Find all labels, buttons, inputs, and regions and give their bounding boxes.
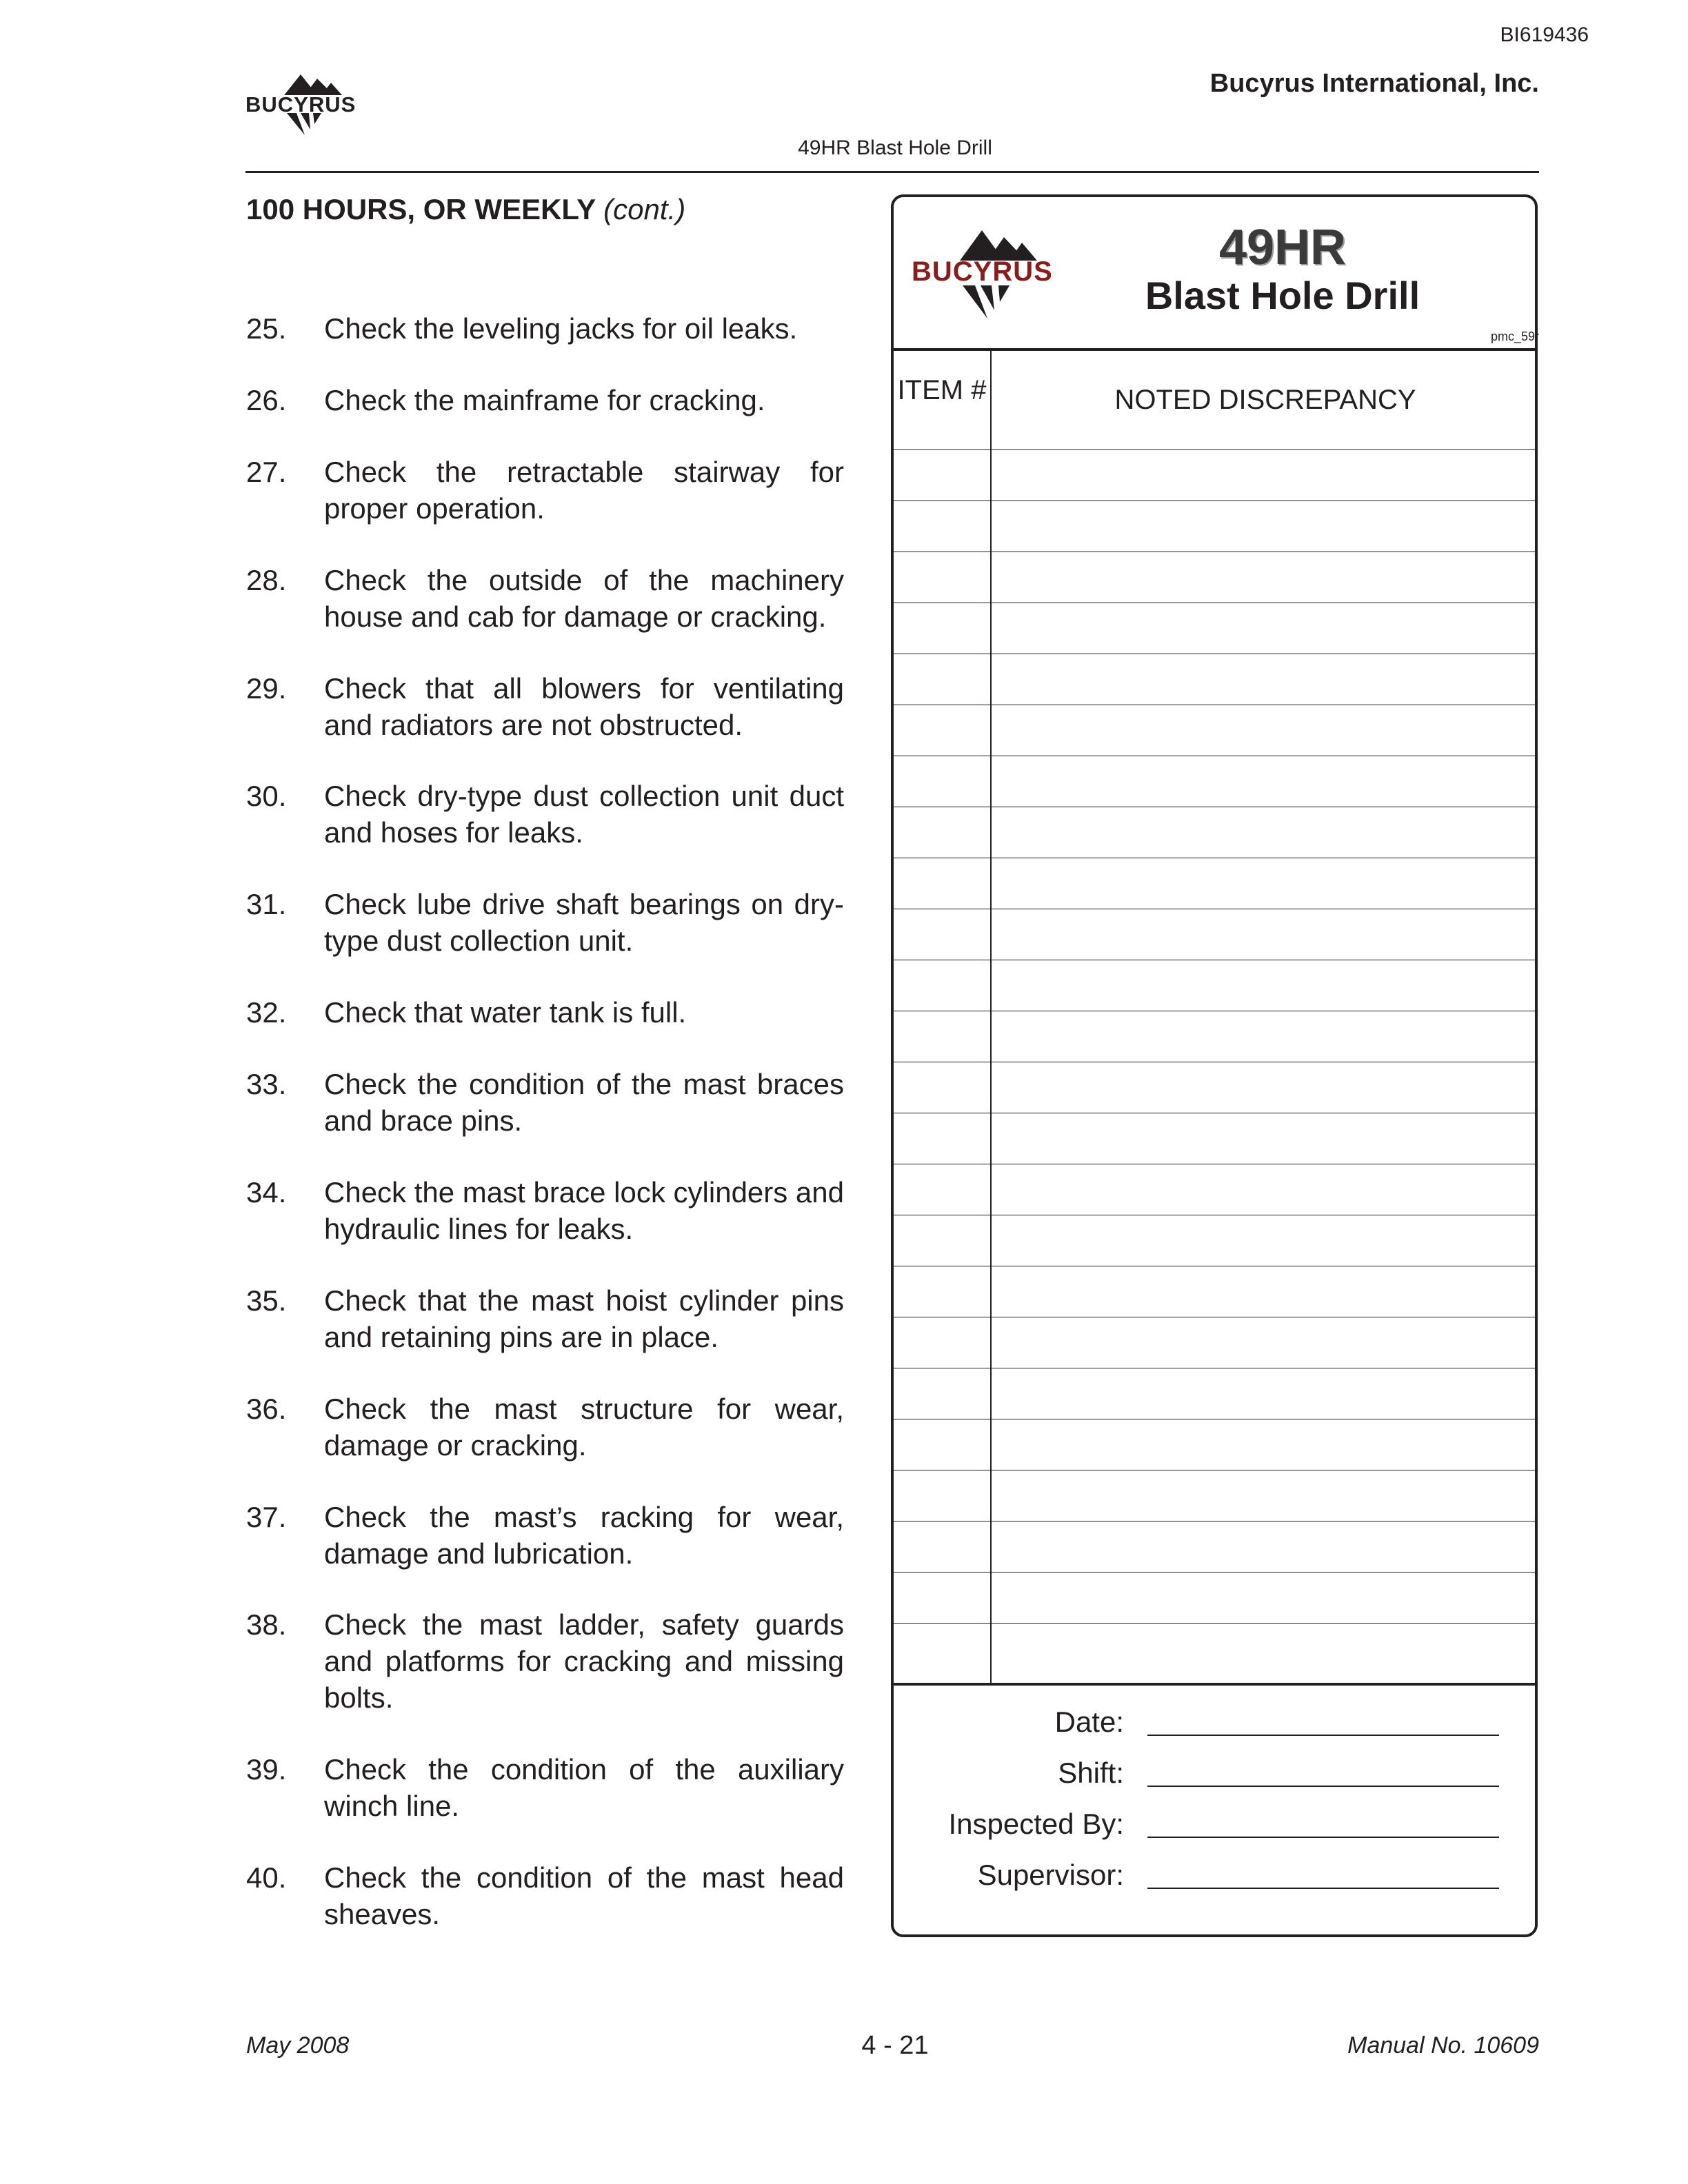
form-header-divider (891, 348, 1538, 351)
date-label: Date: (1054, 1706, 1124, 1738)
item-text: Check the mast structure for wear, damage or cracking. (324, 1393, 844, 1462)
item-text: Check the retractable stairway for proper operation. (324, 456, 844, 525)
table-row-line (892, 1623, 1536, 1624)
item-number: 39. (246, 1753, 287, 1786)
inspected-by-field[interactable] (1147, 1837, 1499, 1838)
item-text: Check the leveling jacks for oil leaks. (324, 312, 798, 345)
item-number: 36. (246, 1393, 287, 1425)
item-number: 27. (246, 456, 287, 488)
shift-field[interactable] (1147, 1786, 1499, 1787)
column-header-item: ITEM # (897, 375, 987, 405)
shift-label: Shift: (1058, 1757, 1124, 1789)
section-title-text: 100 HOURS, OR WEEKLY (246, 193, 596, 225)
item-text: Check the condition of the mast head sheaves. (324, 1861, 844, 1930)
supervisor-label: Supervisor: (977, 1859, 1124, 1891)
item-text: Check the outside of the machinery house and cab for damage or cracking. (324, 564, 844, 633)
form-logo-wordmark: BUCYRUS (912, 256, 1053, 287)
bucyrus-logo (245, 69, 367, 146)
item-text: Check that water tank is full. (324, 996, 687, 1029)
form-title-model: 49HR (1218, 220, 1347, 275)
section-title (246, 193, 685, 226)
item-number: 38. (246, 1608, 287, 1641)
page-number: 4 - 21 (861, 2031, 929, 2060)
item-text: Check the mainframe for cracking. (324, 384, 765, 416)
item-number: 35. (246, 1284, 287, 1317)
company-name: Bucyrus International, Inc. (1209, 69, 1539, 98)
item-number: 29. (246, 672, 287, 705)
table-row-line (892, 449, 1536, 450)
item-number: 32. (246, 996, 287, 1029)
item-text: Check the mast’s racking for wear, damage and lubrication. (324, 1501, 844, 1570)
item-text: Check the condition of the mast braces and brace pins. (324, 1068, 844, 1137)
date-field[interactable] (1147, 1735, 1499, 1736)
document-id: BI619436 (1500, 23, 1589, 46)
form-code: pmc_59r (1490, 330, 1539, 343)
item-number: 40. (246, 1861, 287, 1894)
item-number: 25. (246, 312, 287, 345)
item-text: Check the condition of the auxiliary winch line. (324, 1753, 844, 1822)
column-header-discrepancy: NOTED DISCREPANCY (1114, 385, 1416, 415)
item-number: 28. (246, 564, 287, 596)
discrepancy-form (891, 194, 1538, 1937)
item-text: Check that the mast hoist cylinder pins and retaining pins are in place. (324, 1284, 844, 1353)
table-row-line (892, 1572, 1536, 1573)
form-title-name: Blast Hole Drill (1145, 274, 1420, 317)
item-text: Check the mast ladder, safety guards and platforms for cracking and missing bolts. (324, 1608, 844, 1714)
logo-wordmark: BUCYRUS (245, 92, 356, 117)
item-text: Check that all blowers for ventilating and radiators are not obstructed. (324, 672, 844, 741)
footer-date: May 2008 (246, 2032, 350, 2059)
column-divider (990, 350, 992, 1684)
inspected-by-label: Inspected By: (948, 1808, 1124, 1840)
supervisor-field[interactable] (1147, 1888, 1499, 1889)
item-text: Check dry-type dust collection unit duct and hoses for leaks. (324, 780, 844, 849)
table-bottom-divider (891, 1683, 1538, 1686)
item-number: 31. (246, 888, 287, 920)
item-number: 33. (246, 1068, 287, 1100)
item-number: 37. (246, 1501, 287, 1533)
manual-number: Manual No. 10609 (1347, 2032, 1539, 2059)
item-number: 26. (246, 384, 287, 416)
item-text: Check the mast brace lock cylinders and hydraulic lines for leaks. (324, 1176, 845, 1245)
section-title-suffix: (cont.) (603, 193, 686, 225)
form-logo (910, 225, 1069, 328)
header-rule (245, 171, 1539, 173)
item-number: 34. (246, 1176, 287, 1209)
document-subtitle: 49HR Blast Hole Drill (798, 136, 992, 159)
item-text: Check lube drive shaft bearings on dry-type dust collection unit. (324, 888, 844, 957)
item-number: 30. (246, 780, 287, 812)
